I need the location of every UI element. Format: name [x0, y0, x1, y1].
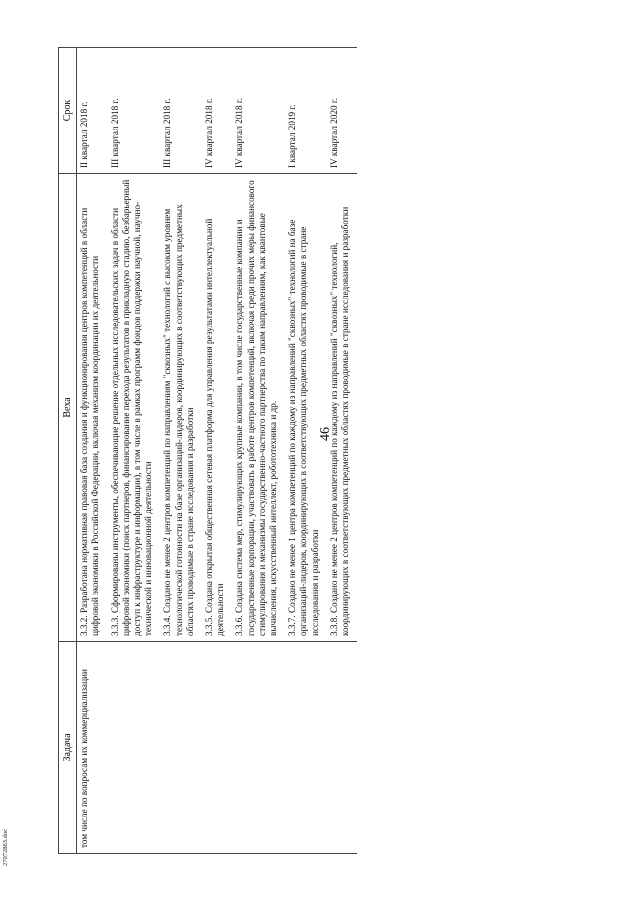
document-filename: 27072863.doc	[2, 828, 9, 866]
milestone-cell: 3.3.6. Создана система мер, стимулирующих крупные компании, в том числе государственные компании и государственные корпорации, участвовать в работе центров компетенций, включая среди прочих меры финансового стимулирования и механизмы государственно-частного партнерства по таким направлениям, как квантовые вычисления, искусственный интеллект, робототехника и др.	[232, 174, 285, 642]
milestone-cell: 3.3.2. Разработана нормативная правовая база создания и функционирования центров компетенций в области цифровой экономики в Российской Федерации, включая механизм координации их деятельности	[77, 174, 108, 642]
milestone-cell: 3.3.4. Создано не менее 2 центров компетенций по направлениям "сквозных" технологий с высоким уровнем технологической готовности на базе организаций-лидеров, координирующих в соответствующих предметных областях проводимые в стране исследования и разработки	[160, 174, 202, 642]
milestones-table-wrapper	[58, 48, 582, 854]
page-number: 46	[318, 427, 333, 441]
header-deadline: Срок	[59, 48, 77, 174]
deadline-cell: IV квартал 2018 г.	[232, 48, 285, 174]
milestone-cell: 3.3.7. Создано не менее 1 центра компетенций по каждому из направлений "сквозных" технологий на базе организаций-лидеров, координирующих в соответствующих предметных областях проводимые в стране исследования и разработки	[285, 174, 327, 642]
milestones-table	[58, 47, 357, 854]
milestone-cell: 3.3.8. Создано не менее 2 центров компетенций по каждому из направлений "сквозных" технологий, координирующих в соответствующих предметных областях проводимые в стране исследования и разработки	[327, 174, 357, 642]
deadline-cell: III квартал 2018 г.	[160, 48, 202, 174]
deadline-cell: IV квартал 2020 г.	[327, 48, 357, 174]
deadline-cell: IV квартал 2018 г.	[202, 48, 232, 174]
header-task: Задача	[59, 642, 77, 854]
deadline-cell: III квартал 2018 г.	[108, 48, 161, 174]
milestone-cell: 3.3.3. Сформированы инструменты, обеспечивающие решение отдельных исследовательских задач в области цифровой экономики (поиск партнеров, финансирование перехода результатов в прикладную стадию, безбарьерный доступ к инфраструктуре и информации), в том числе в рамках программ фондов поддержки научной, научно-технической и инновационной деятельности	[108, 174, 161, 642]
header-milestone: Веха	[59, 174, 77, 642]
milestone-cell: 3.3.5. Создана открытая общественная сетевая платформа для управления результатами интеллектуальной деятельности	[202, 174, 232, 642]
table-header-row	[59, 48, 77, 854]
task-cell: том числе по вопросам их коммерциализации	[77, 642, 358, 854]
table-row	[77, 48, 108, 854]
deadline-cell: II квартал 2018 г.	[77, 48, 108, 174]
deadline-cell: I квартал 2019 г.	[285, 48, 327, 174]
